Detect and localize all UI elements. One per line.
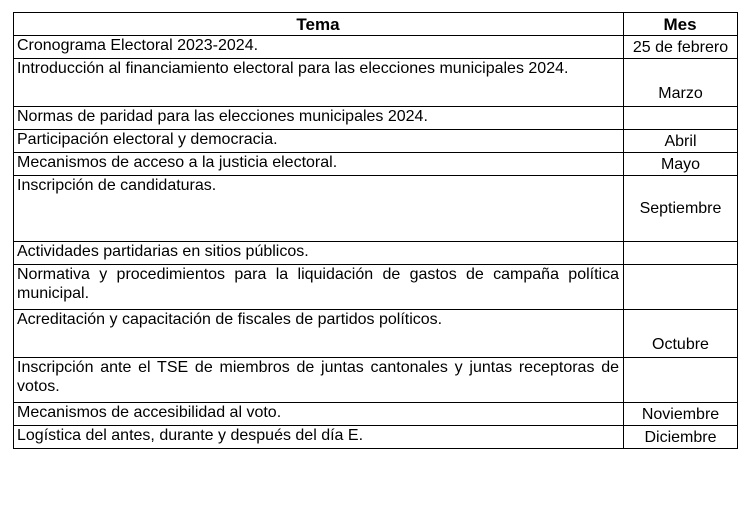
topic-cell: Mecanismos de acceso a la justicia electoral. <box>14 153 624 176</box>
table-row <box>14 358 738 403</box>
topic-cell: Normativa y procedimientos para la liquidación de gastos de campaña política municipal. <box>14 265 624 310</box>
month-cell: Octubre <box>624 310 738 358</box>
month-cell: Noviembre <box>624 403 738 426</box>
schedule-table-container <box>13 12 738 449</box>
month-cell: Mayo <box>624 153 738 176</box>
topic-cell: Mecanismos de accesibilidad al voto. <box>14 403 624 426</box>
month-cell: Septiembre <box>624 176 738 242</box>
table-row <box>14 403 738 426</box>
topic-cell: Logística del antes, durante y después del día E. <box>14 426 624 449</box>
topic-cell: Acreditación y capacitación de fiscales de partidos políticos. <box>14 310 624 358</box>
month-cell: Diciembre <box>624 426 738 449</box>
header-topic: Tema <box>14 13 624 36</box>
topic-cell: Inscripción de candidaturas. <box>14 176 624 242</box>
month-cell <box>624 242 738 265</box>
table-row <box>14 426 738 449</box>
table-row <box>14 242 738 265</box>
table-row <box>14 153 738 176</box>
topic-cell: Introducción al financiamiento electoral para las elecciones municipales 2024. <box>14 59 624 107</box>
month-cell <box>624 358 738 403</box>
topic-cell: Actividades partidarias en sitios públicos. <box>14 242 624 265</box>
month-cell <box>624 107 738 130</box>
month-cell: Abril <box>624 130 738 153</box>
topic-cell: Inscripción ante el TSE de miembros de juntas cantonales y juntas receptoras de votos. <box>14 358 624 403</box>
header-row <box>14 13 738 36</box>
table-row <box>14 310 738 358</box>
schedule-table <box>13 12 738 449</box>
month-cell <box>624 265 738 310</box>
table-row <box>14 59 738 107</box>
month-cell: 25 de febrero <box>624 36 738 59</box>
topic-cell: Normas de paridad para las elecciones municipales 2024. <box>14 107 624 130</box>
table-row <box>14 176 738 242</box>
table-row <box>14 130 738 153</box>
table-row <box>14 107 738 130</box>
topic-cell: Participación electoral y democracia. <box>14 130 624 153</box>
table-row <box>14 265 738 310</box>
header-month: Mes <box>624 13 738 36</box>
table-row <box>14 36 738 59</box>
month-cell: Marzo <box>624 59 738 107</box>
topic-cell: Cronograma Electoral 2023-2024. <box>14 36 624 59</box>
